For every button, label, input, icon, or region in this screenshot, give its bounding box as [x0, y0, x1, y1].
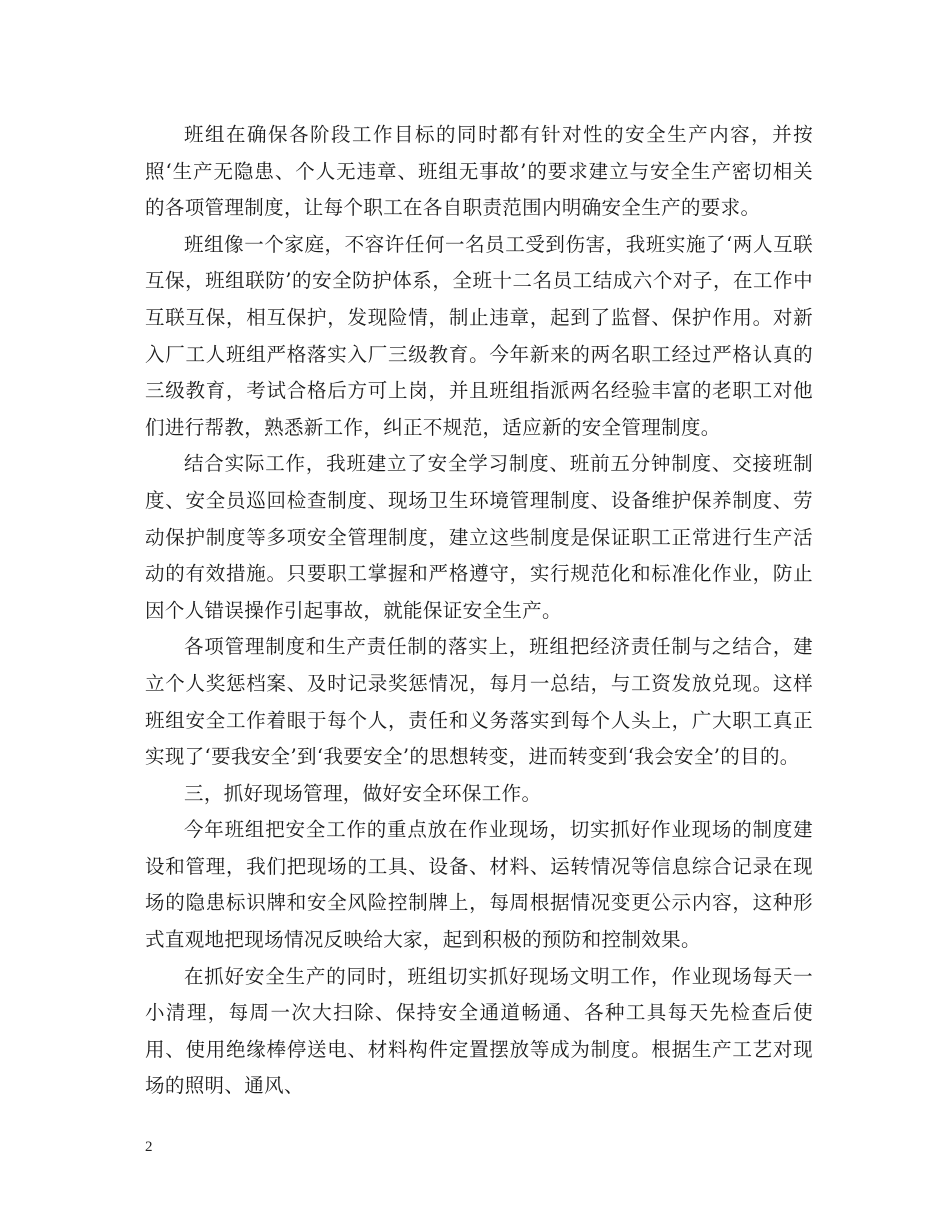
paragraph-1: 班组在确保各阶段工作目标的同时都有针对性的安全生产内容，并按照‘生产无隐患、个人无违章、班组无事故’的要求建立与安全生产密切相关的各项管理制度，让每个职工在各自职责范围内明确安全生产的要求。 [145, 123, 813, 220]
page-number: 2 [145, 1139, 153, 1155]
paragraph-3: 结合实际工作，我班建立了安全学习制度、班前五分钟制度、交接班制度、安全员巡回检查制度、现场卫生环境管理制度、设备维护保养制度、劳动保护制度等多项安全管理制度，建立这些制度是保证职工正常进行生产活动的有效措施。只要职工掌握和严格遵守，实行规范化和标准化作业，防止因个人错误操作引起事故，就能保证安全生产。 [145, 452, 813, 622]
paragraph-5: 今年班组把安全工作的重点放在作业现场，切实抓好作业现场的制度建设和管理，我们把现场的工具、设备、材料、运转情况等信息综合记录在现场的隐患标识牌和安全风险控制牌上，每周根据情况变更公示内容，这种形式直观地把现场情况反映给大家，起到积极的预防和控制效果。 [145, 818, 813, 952]
document-body [145, 117, 813, 1105]
paragraph-6: 在抓好安全生产的同时，班组切实抓好现场文明工作，作业现场每天一小清理，每周一次大扫除、保持安全通道畅通、各种工具每天先检查后使用、使用绝缘棒停送电、材料构件定置摆放等成为制度。根据生产工艺对现场的照明、通风、 [145, 964, 813, 1098]
paragraph-2: 班组像一个家庭，不容许任何一名员工受到伤害，我班实施了‘两人互联互保，班组联防’的安全防护体系，全班十二名员工结成六个对子，在工作中互联互保，相互保护，发现险情，制止违章，起到了监督、保护作用。对新入厂工人班组严格落实入厂三级教育。今年新来的两名职工经过严格认真的三级教育，考试合格后方可上岗，并且班组指派两名经验丰富的老职工对他们进行帮教，熟悉新工作，纠正不规范，适应新的安全管理制度。 [145, 232, 813, 439]
paragraph-4: 各项管理制度和生产责任制的落实上，班组把经济责任制与之结合，建立个人奖惩档案、及时记录奖惩情况，每月一总结，与工资发放兑现。这样班组安全工作着眼于每个人，责任和义务落实到每个人头上，广大职工真正实现了‘要我安全’到‘我要安全’的思想转变，进而转变到‘我会安全’的目的。 [145, 635, 813, 769]
section-heading: 三，抓好现场管理，做好安全环保工作。 [184, 781, 542, 805]
